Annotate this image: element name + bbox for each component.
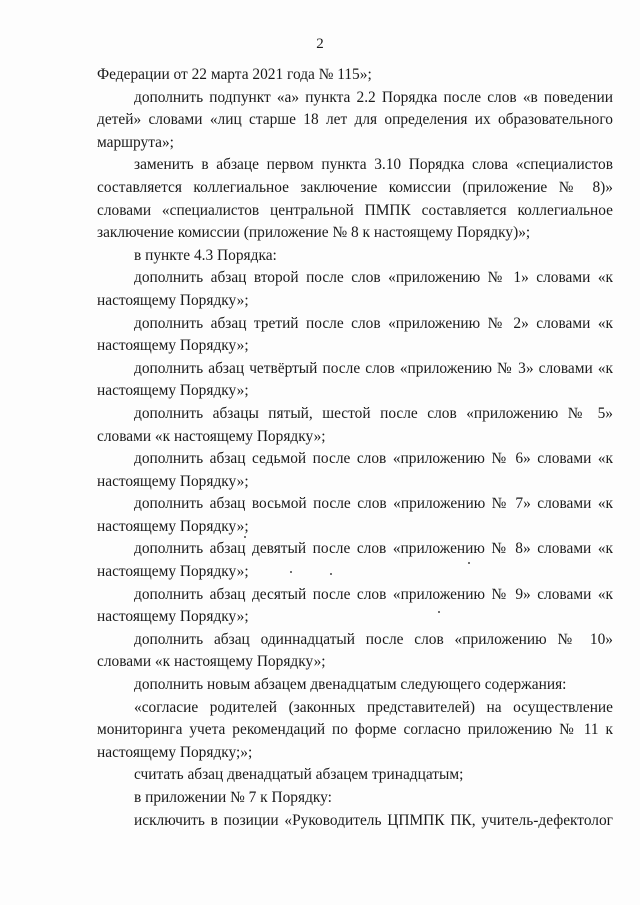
paragraph-17: в приложении № 7 к Порядку: [134,789,332,806]
paragraph-7: дополнить абзац четвёртый после слов «приложению № 3» словами «к настоящему Порядку»; [97,359,613,400]
paragraph-11: дополнить абзац девятый после слов «приложению № 8» словами «к настоящему Порядку»; [97,540,613,581]
paragraph-10: дополнить абзац восьмой после слов «приложению № 7» словами «к настоящему Порядку»; [97,495,613,535]
scan-speck [290,571,292,573]
scan-speck [468,562,470,564]
paragraph-3: заменить в абзаце первом пункта 3.10 Порядка слова «специалистов составляется коллегиальное заключение комиссии (приложение № 8)» словами «специалистов центральной ПМПК составляется коллегиальное заключение комиссии (приложение № 8 к настоящему Порядку)»; [97,156,613,242]
scan-speck [330,573,332,575]
paragraph-15: «согласие родителей (законных представителей) на осуществление мониторинга учета рекомендаций по форме согласно приложению № 11 к настоящему Порядку;»; [97,698,613,761]
document-body [97,64,613,832]
paragraph-14: дополнить новым абзацем двенадцатым следующего содержания: [134,676,567,694]
page-number: 2 [316,36,324,52]
scan-speck [438,611,440,613]
paragraph-9: дополнить абзац седьмой после слов «приложению № 6» словами «к настоящему Порядку»; [97,450,613,490]
paragraph-13: дополнить абзац одиннадцатый после слов «приложению № 10» словами «к настоящему Порядку»; [97,630,613,671]
paragraph-8: дополнить абзацы пятый, шестой после слов «приложению № 5» словами «к настоящему Порядку»; [97,404,613,445]
paragraph-16: считать абзац двенадцатый абзацем тринадцатым; [134,766,464,784]
scan-speck [244,536,246,538]
paragraph-1: Федерации от 22 марта 2021 года № 115»; [97,66,372,83]
paragraph-2: дополнить подпункт «а» пункта 2.2 Порядка после слов «в поведении детей» словами «лиц старше 18 лет для определения их образовательного маршрута»; [97,88,613,151]
paragraph-18: исключить в позиции «Руководитель ЦПМПК ПК, учитель-дефектолог [134,811,613,829]
paragraph-5: дополнить абзац второй после слов «приложению № 1» словами «к настоящему Порядку»; [97,269,613,309]
paragraph-6: дополнить абзац третий после слов «приложению № 2» словами «к настоящему Порядку»; [97,314,613,355]
paragraph-12: дополнить абзац десятый после слов «приложению № 9» словами «к настоящему Порядку»; [97,585,613,626]
paragraph-4: в пункте 4.3 Порядка: [134,246,277,264]
